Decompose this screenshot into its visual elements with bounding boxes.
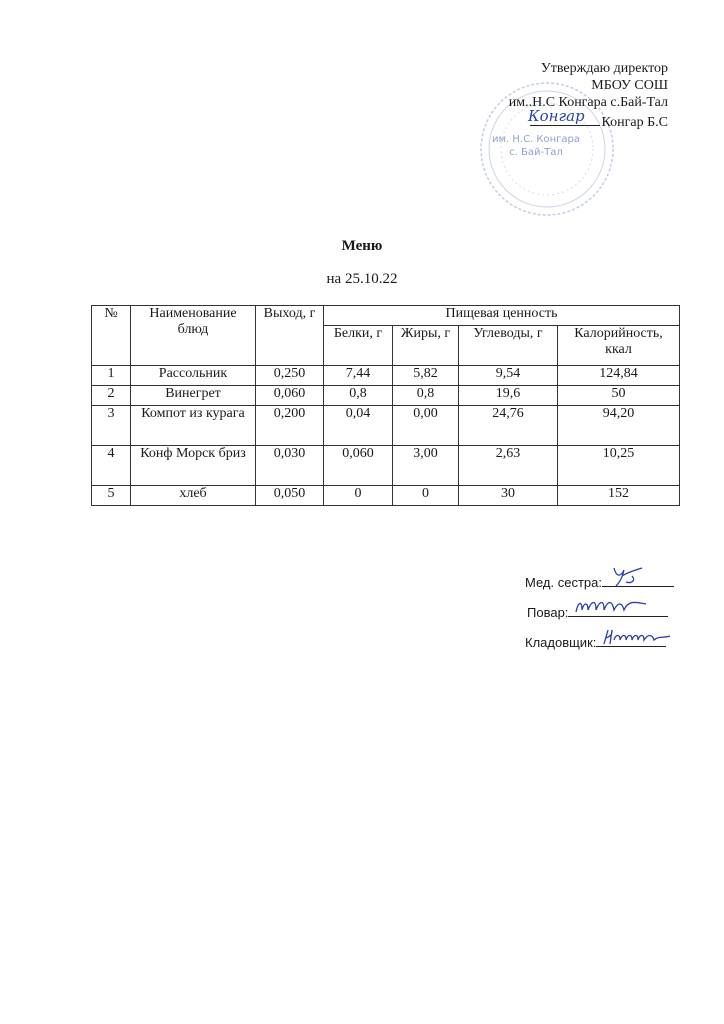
cell-fats: 0 bbox=[393, 486, 459, 506]
cell-calories: 124,84 bbox=[558, 366, 680, 386]
approval-line-1: Утверждаю директор bbox=[540, 61, 668, 76]
date-line: на 25.10.22 bbox=[326, 271, 398, 287]
storekeeper-signature-line bbox=[596, 634, 666, 647]
cell-num: 3 bbox=[92, 406, 131, 446]
approval-line-2: МБОУ СОШ bbox=[591, 78, 668, 93]
handwritten-signature-icon bbox=[572, 596, 650, 618]
cell-num: 4 bbox=[92, 446, 131, 486]
stamp-text-line2: с. Бай-Тал bbox=[509, 147, 563, 158]
cell-name: Компот из курага bbox=[131, 406, 256, 446]
nurse-signature-line bbox=[602, 574, 674, 587]
menu-table bbox=[91, 305, 680, 506]
cell-calories: 152 bbox=[558, 486, 680, 506]
cell-proteins: 0,04 bbox=[324, 406, 393, 446]
cell-name: Конф Морск бриз bbox=[131, 446, 256, 486]
cell-num: 1 bbox=[92, 366, 131, 386]
cell-num: 2 bbox=[92, 386, 131, 406]
cook-label: Повар: bbox=[527, 605, 569, 620]
handwritten-signature-icon bbox=[606, 562, 646, 588]
header-fats: Жиры, г bbox=[393, 326, 459, 366]
page-title: Меню bbox=[341, 238, 383, 254]
approval-line-3: им..Н.С Конгара с.Бай-Тал bbox=[508, 95, 668, 110]
header-num: № bbox=[92, 306, 131, 366]
table-row bbox=[92, 366, 680, 386]
signatures-block bbox=[510, 574, 659, 664]
cell-yield: 0,060 bbox=[256, 386, 324, 406]
stamp-text-line1: им. Н.С. Конгара bbox=[491, 134, 581, 145]
svg-text:Конгар: Конгар bbox=[527, 107, 585, 125]
cell-fats: 3,00 bbox=[393, 446, 459, 486]
cell-yield: 0,200 bbox=[256, 406, 324, 446]
cell-calories: 94,20 bbox=[558, 406, 680, 446]
cell-proteins: 0,8 bbox=[324, 386, 393, 406]
cell-yield: 0,250 bbox=[256, 366, 324, 386]
cell-proteins: 0 bbox=[324, 486, 393, 506]
header-proteins: Белки, г bbox=[324, 326, 393, 366]
cell-calories: 50 bbox=[558, 386, 680, 406]
cell-proteins: 0,060 bbox=[324, 446, 393, 486]
cell-carbs: 24,76 bbox=[459, 406, 558, 446]
handwritten-signature-icon bbox=[600, 626, 672, 648]
cell-proteins: 7,44 bbox=[324, 366, 393, 386]
handwritten-signature-icon bbox=[524, 105, 604, 127]
cell-carbs: 2,63 bbox=[459, 446, 558, 486]
table-row bbox=[92, 406, 680, 446]
cell-num: 5 bbox=[92, 486, 131, 506]
director-name: Конгар Б.С bbox=[601, 115, 668, 130]
table-header-row bbox=[92, 306, 680, 326]
header-yield: Выход, г bbox=[256, 306, 324, 366]
nurse-label: Мед. сестра: bbox=[525, 575, 602, 590]
cell-fats: 0,8 bbox=[393, 386, 459, 406]
cell-calories: 10,25 bbox=[558, 446, 680, 486]
cook-signature-line bbox=[568, 604, 668, 617]
cell-name: хлеб bbox=[131, 486, 256, 506]
table-row bbox=[92, 486, 680, 506]
storekeeper-label: Кладовщик: bbox=[525, 635, 597, 650]
cell-name: Винегрет bbox=[131, 386, 256, 406]
header-nutrition: Пищевая ценность bbox=[324, 306, 680, 326]
header-calories: Калорийность, ккал bbox=[558, 326, 680, 366]
director-signature bbox=[527, 107, 600, 126]
header-carbs: Углеводы, г bbox=[459, 326, 558, 366]
approval-block bbox=[509, 60, 668, 131]
cell-carbs: 30 bbox=[459, 486, 558, 506]
cell-name: Рассольник bbox=[131, 366, 256, 386]
cell-yield: 0,030 bbox=[256, 446, 324, 486]
cell-carbs: 9,54 bbox=[459, 366, 558, 386]
director-signature-row bbox=[509, 107, 668, 131]
storekeeper-signature-row bbox=[525, 634, 674, 664]
cell-fats: 5,82 bbox=[393, 366, 459, 386]
header-name: Наименование блюд bbox=[131, 306, 256, 366]
table-row bbox=[92, 446, 680, 486]
cell-yield: 0,050 bbox=[256, 486, 324, 506]
cell-fats: 0,00 bbox=[393, 406, 459, 446]
cell-carbs: 19,6 bbox=[459, 386, 558, 406]
table-row bbox=[92, 386, 680, 406]
